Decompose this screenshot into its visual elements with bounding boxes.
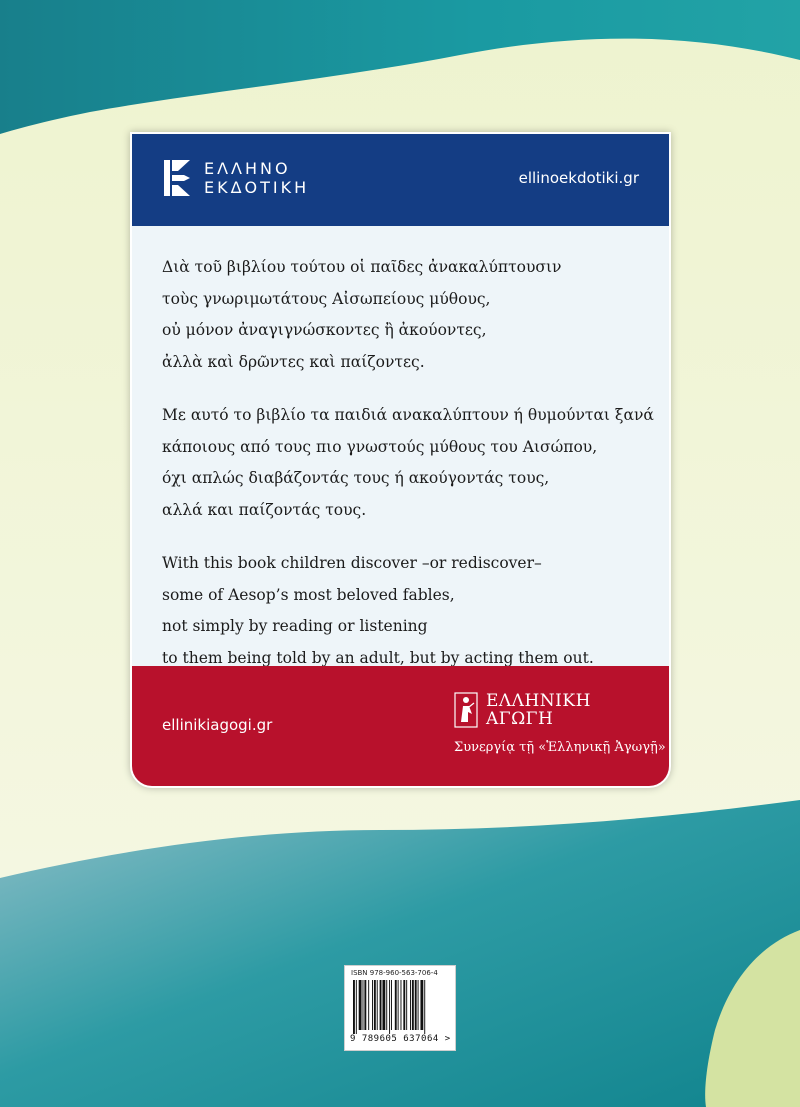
isbn-barcode: [344, 965, 456, 1051]
barcode-bar: [398, 980, 399, 1030]
paragraph-english: [162, 548, 662, 674]
text-line: όχι απλώς διαβάζοντάς τους ή ακούγοντάς τους,: [162, 469, 550, 487]
barcode-bar: [380, 980, 382, 1030]
barcode-bar: [374, 980, 376, 1030]
barcode-bar: [353, 980, 355, 1034]
publisher-name: [204, 159, 309, 197]
paragraph-ancient-greek: [162, 252, 662, 378]
publisher-name-line2: ΕΚΔΟΤΙΚΗ: [204, 178, 310, 197]
text-line: Διὰ τοῦ βιβλίου τούτου οἱ παῖδες ἀνακαλύπτουσιν: [162, 258, 562, 276]
barcode-bar: [391, 980, 392, 1030]
card-footer: [132, 666, 669, 786]
barcode-bar: [415, 980, 417, 1030]
text-line: ἀλλὰ καὶ δρῶντες καὶ παίζοντες.: [162, 352, 425, 371]
card-header: [132, 134, 669, 226]
barcode-bar: [403, 980, 405, 1030]
barcode-bars: [351, 980, 451, 1034]
card-body-text: [162, 252, 662, 696]
barcode-bar: [363, 980, 364, 1030]
paragraph-modern-greek: [162, 400, 662, 526]
partner-block: [454, 692, 666, 755]
text-line: not simply by reading or listening: [162, 617, 428, 635]
partner-website-link[interactable]: ellinikiagogi.gr: [162, 716, 273, 734]
barcode-bar: [359, 980, 362, 1030]
partner-tagline: Συνεργίᾳ τῇ «Ἑλληνικῇ Ἀγωγῇ»: [454, 740, 666, 755]
text-line: αλλά και παίζοντάς τους.: [162, 500, 367, 519]
isbn-label: ISBN 978-960-563-706-4: [351, 969, 438, 977]
barcode-bar: [377, 980, 378, 1030]
barcode-bar: [410, 980, 411, 1030]
text-line: Με αυτό το βιβλίο τα παιδιά ανακαλύπτουν ή θυμούνται ξανά: [162, 406, 654, 424]
barcode-bar: [420, 980, 423, 1030]
text-line: κάποιους από τους πιο γνωστούς μύθους του Αισώπου,: [162, 437, 598, 456]
barcode-bar: [372, 980, 373, 1030]
barcode-bar: [418, 980, 419, 1030]
barcode-bar: [395, 980, 397, 1030]
ellinikiagogi-figure-logo-icon: [454, 692, 478, 728]
text-line: οὐ μόνον ἀναγιγνώσκοντες ἢ ἀκούοντες,: [162, 321, 487, 339]
barcode-bar: [356, 980, 357, 1034]
barcode-bar: [401, 980, 402, 1030]
barcode-bar: [382, 980, 385, 1030]
partner-logo[interactable]: [454, 692, 666, 728]
text-line: τοὺς γνωριμωτάτους Αἰσωπείους μύθους,: [162, 289, 491, 308]
barcode-bar: [424, 980, 425, 1034]
barcode-bar: [368, 980, 369, 1030]
publisher-website-link[interactable]: ellinoekdotiki.gr: [518, 169, 639, 187]
publisher-logo[interactable]: [162, 158, 309, 198]
partner-name-line2: ΑΓΩΓΗ: [486, 709, 554, 729]
barcode-bar: [412, 980, 414, 1030]
barcode-bar: [364, 980, 366, 1030]
barcode-digits: 9 789605 637064 >: [350, 1034, 451, 1044]
text-line: to them being told by an adult, but by acting them out.: [162, 648, 594, 667]
ellinoekdotiki-e-logo-icon: [162, 158, 192, 198]
text-line: With this book children discover –or rediscover–: [162, 554, 542, 572]
info-card: [130, 132, 671, 788]
text-line: some of Aesop’s most beloved fables,: [162, 585, 455, 604]
barcode-bar: [389, 980, 390, 1034]
partner-name-line1: ΕΛΛΗΝΙΚΗ: [486, 691, 591, 711]
partner-name: [486, 692, 591, 728]
barcode-bar: [406, 980, 407, 1030]
publisher-name-line1: ΕΛΛΗΝΟ: [204, 159, 291, 178]
barcode-bar: [386, 980, 387, 1030]
